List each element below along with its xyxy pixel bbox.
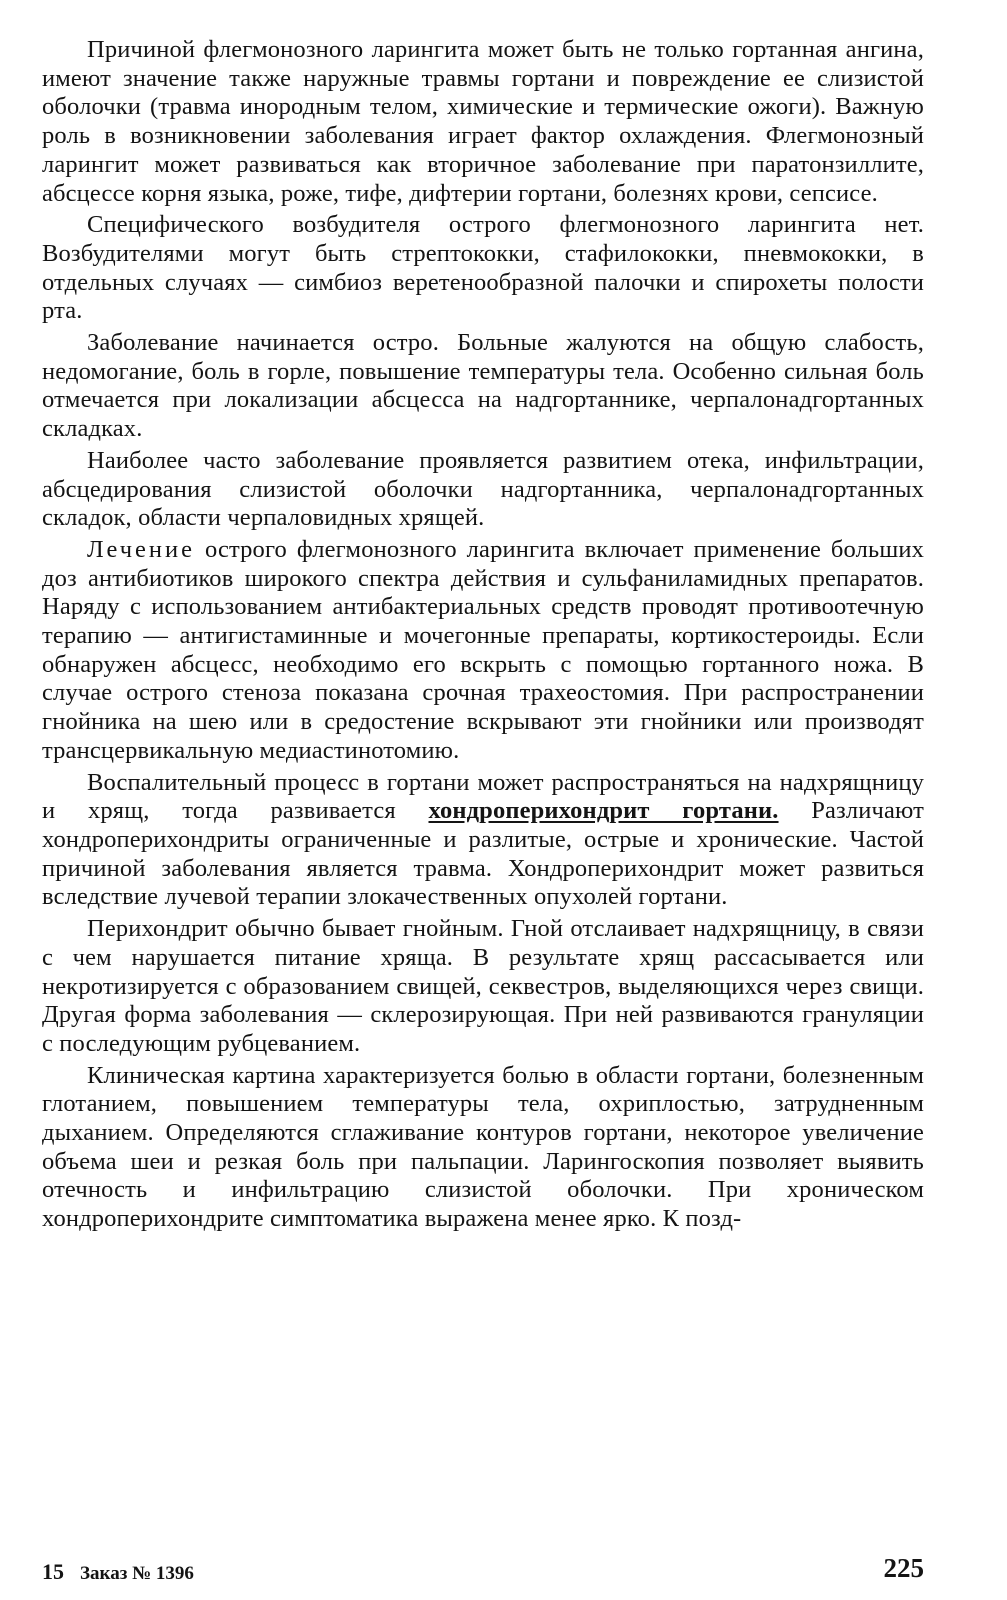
signature-number: 15: [42, 1559, 64, 1584]
order-number: Заказ № 1396: [80, 1563, 194, 1584]
paragraph-onset: Заболевание начинается остро. Больные жалуются на общую слабость, недомогание, боль в горле, повышение температуры тела. Особенно сильная боль отмечается при локализации абсцесса на надгортаннике, черпалонадгортанных складках.: [42, 329, 924, 443]
paragraph-chondroperichondritis: [42, 769, 924, 913]
paragraph-pathogens: Специфического возбудителя острого флегмонозного ларингита нет. Возбудителями могут быть стрептококки, стафилококки, пневмококки, в отдельных случаях — симбиоз веретенообразной палочки и спирохеты полости рта.: [42, 211, 924, 325]
treatment-text: острого флегмонозного ларингита включает применение больших доз антибиотиков широкого спектра действия и сульфаниламидных препаратов. Наряду с использованием антибактериальных средств проводят противоотечную терапию — антигистаминные и мочегонные препараты, кортикостероиды. Если обнаружен абсцесс, необходимо его вскрыть с помощью гортанного ножа. В случае острого стеноза показана срочная трахеостомия. При распространении гнойника на шею или в средостение вскрывают эти гнойники или производят трансцервикальную медиастинотомию.: [42, 535, 924, 764]
treatment-lead-word: Лечение: [87, 535, 196, 563]
chondro-text-before: Воспалительный процесс в гортани может распространяться на надхрящницу и хрящ, тогда развивается: [42, 768, 924, 825]
paragraph-treatment: [42, 536, 924, 766]
page-text: [42, 36, 924, 1237]
page-footer: [42, 1553, 924, 1587]
paragraph-clinical-picture: Клиническая картина характеризуется болью в области гортани, болезненным глотанием, повышением температуры тела, охриплостью, затрудненным дыханием. Определяются сглаживание контуров гортани, некоторое увеличение объема шеи и резкая боль при пальпации. Ларингоскопия позволяет выявить отечность и инфильтрацию слизистой оболочки. При хроническом хондроперихондрите симптоматика выражена менее ярко. К позд-: [42, 1061, 924, 1233]
printer-signature: [42, 1559, 194, 1585]
chondro-text-after: Различают хондроперихондриты ограниченные и разлитые, острые и хронические. Частой причиной заболевания является травма. Хондроперихондрит может развиться вследствие лучевой терапии злокачественных опухолей гортани.: [42, 797, 925, 911]
page-number: 225: [883, 1553, 924, 1583]
paragraph-causes: Причиной флегмонозного ларингита может быть не только гортанная ангина, имеют значение также наружные травмы гортани и повреждение ее слизистой оболочки (травма инородным телом, химические и термические ожоги). Важную роль в возникновении заболевания играет фактор охлаждения. Флегмонозный ларингит может развиваться как вторичное заболевание при паратонзиллите, абсцессе корня языка, роже, тифе, дифтерии гортани, болезнях крови, сепсисе.: [42, 36, 924, 207]
term-chondroperichondritis: хондроперихондрит гортани.: [428, 797, 779, 825]
paragraph-manifestation: Наиболее часто заболевание проявляется развитием отека, инфильтрации, абсцедирования слизистой оболочки надгортанника, черпалонадгортанных складок, области черпаловидных хрящей.: [42, 446, 924, 532]
paragraph-perichondritis: Перихондрит обычно бывает гнойным. Гной отслаивает надхрящницу, в связи с чем нарушается питание хряща. В результате хрящ рассасывается или некротизируется с образованием свищей, секвестров, выделяющихся через свищи. Другая форма заболевания — склерозирующая. При ней развиваются грануляции с последующим рубцеванием.: [42, 915, 924, 1057]
